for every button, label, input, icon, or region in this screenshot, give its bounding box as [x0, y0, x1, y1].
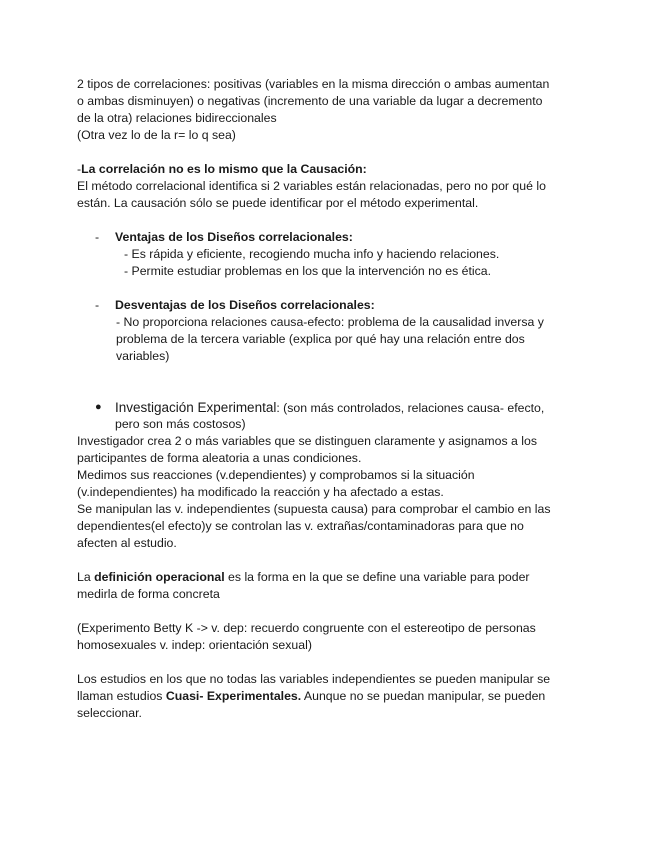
causation-line-2: están. La causación sólo se puede identificar por el método experimental. — [77, 196, 479, 210]
intro-line-2: o ambas disminuyen) o negativas (incremento de una variable da lugar a decremento — [77, 94, 543, 108]
experimental-line: (v.independientes) ha modificado la reacción y ha afectado a estas. — [77, 485, 444, 499]
ventajas-section — [77, 229, 582, 280]
causation-prefix: - — [77, 162, 82, 176]
intro-line-3: de la otra) relaciones bidireccionales — [77, 111, 277, 125]
definicion-paragraph — [77, 569, 582, 603]
betty-line-2: homosexuales v. indep: orientación sexual) — [77, 638, 312, 652]
intro-line-4: (Otra vez lo de la r= lo q sea) — [77, 128, 236, 142]
document-page — [77, 76, 582, 722]
cuasi-post: Aunque no se puedan manipular, se pueden — [301, 689, 546, 703]
spacer — [77, 603, 582, 620]
ventajas-heading-line — [77, 229, 582, 246]
causation-section — [77, 161, 582, 212]
desventajas-heading-line — [77, 297, 582, 314]
experimental-lead: Investigación Experimental — [115, 400, 277, 415]
spacer — [77, 552, 582, 569]
experimental-line: Medimos sus reacciones (v.dependientes) y comprobamos si la situación — [77, 468, 475, 482]
desventajas-line-3: variables) — [116, 349, 170, 363]
betty-line-1: (Experimento Betty K -> v. dep: recuerdo congruente con el estereotipo de personas — [77, 621, 536, 635]
definicion-term: definición operacional — [94, 570, 225, 584]
ventajas-dash-marker: - — [95, 230, 100, 244]
experimental-section — [77, 399, 582, 552]
cuasi-term: Cuasi- Experimentales. — [165, 689, 302, 703]
experimental-line: Investigador crea 2 o más variables que se distinguen claramente y asignamos a los — [77, 434, 538, 448]
cuasi-paragraph — [77, 671, 582, 722]
bullet-icon: ● — [95, 401, 102, 413]
definicion-pre: La — [77, 570, 95, 584]
cuasi-line-1: Los estudios en los que no todas las variables independientes se pueden manipular se — [77, 672, 551, 686]
ventajas-item: - Permite estudiar problemas en los que la intervención no es ética. — [124, 264, 492, 278]
experimental-bullet-line-1 — [77, 399, 582, 416]
desventajas-section — [77, 297, 582, 365]
spacer — [77, 365, 582, 399]
experimental-line: participantes de forma aleatoria a unas condiciones. — [77, 451, 362, 465]
desventajas-line-2: problema de la tercera variable (explica por qué hay una relación entre dos — [116, 332, 525, 346]
experimental-rest-1: : (son más controlados, relaciones causa- efecto, — [276, 401, 545, 415]
definicion-line-1 — [77, 569, 582, 586]
betty-paragraph — [77, 620, 582, 654]
desventajas-heading: Desventajas de los Diseños correlacionales: — [115, 298, 375, 312]
experimental-line: dependientes(el efecto)y se controlan las v. extrañas/contaminadoras para que no — [77, 519, 524, 533]
ventajas-item: - Es rápida y eficiente, recogiendo mucha info y haciendo relaciones. — [124, 247, 500, 261]
causation-line-1: El método correlacional identifica si 2 variables están relacionadas, pero no por qué lo — [77, 179, 546, 193]
spacer — [77, 280, 582, 297]
definicion-line-2: medirla de forma concreta — [77, 587, 220, 601]
experimental-bullet-line-2: pero son más costosos) — [115, 417, 246, 431]
experimental-line: afecten al estudio. — [77, 536, 177, 550]
spacer — [77, 212, 582, 229]
intro-paragraph — [77, 76, 582, 144]
desventajas-dash-marker: - — [95, 298, 100, 312]
definicion-post: es la forma en la que se define una variable para poder — [224, 570, 530, 584]
desventajas-line-1: - No proporciona relaciones causa-efecto: problema de la causalidad inversa y — [116, 315, 544, 329]
experimental-line: Se manipulan las v. independientes (supuesta causa) para comprobar el cambio en las — [77, 502, 551, 516]
causation-heading: La correlación no es lo mismo que la Causación: — [81, 162, 367, 176]
intro-line-1: 2 tipos de correlaciones: positivas (variables en la misma dirección o ambas aumentan — [77, 77, 550, 91]
cuasi-line-3: seleccionar. — [77, 706, 142, 720]
cuasi-line-2 — [77, 688, 582, 705]
ventajas-heading: Ventajas de los Diseños correlacionales: — [115, 230, 353, 244]
spacer — [77, 144, 582, 161]
cuasi-pre: llaman estudios — [77, 689, 166, 703]
spacer — [77, 654, 582, 671]
causation-heading-line — [77, 161, 582, 178]
